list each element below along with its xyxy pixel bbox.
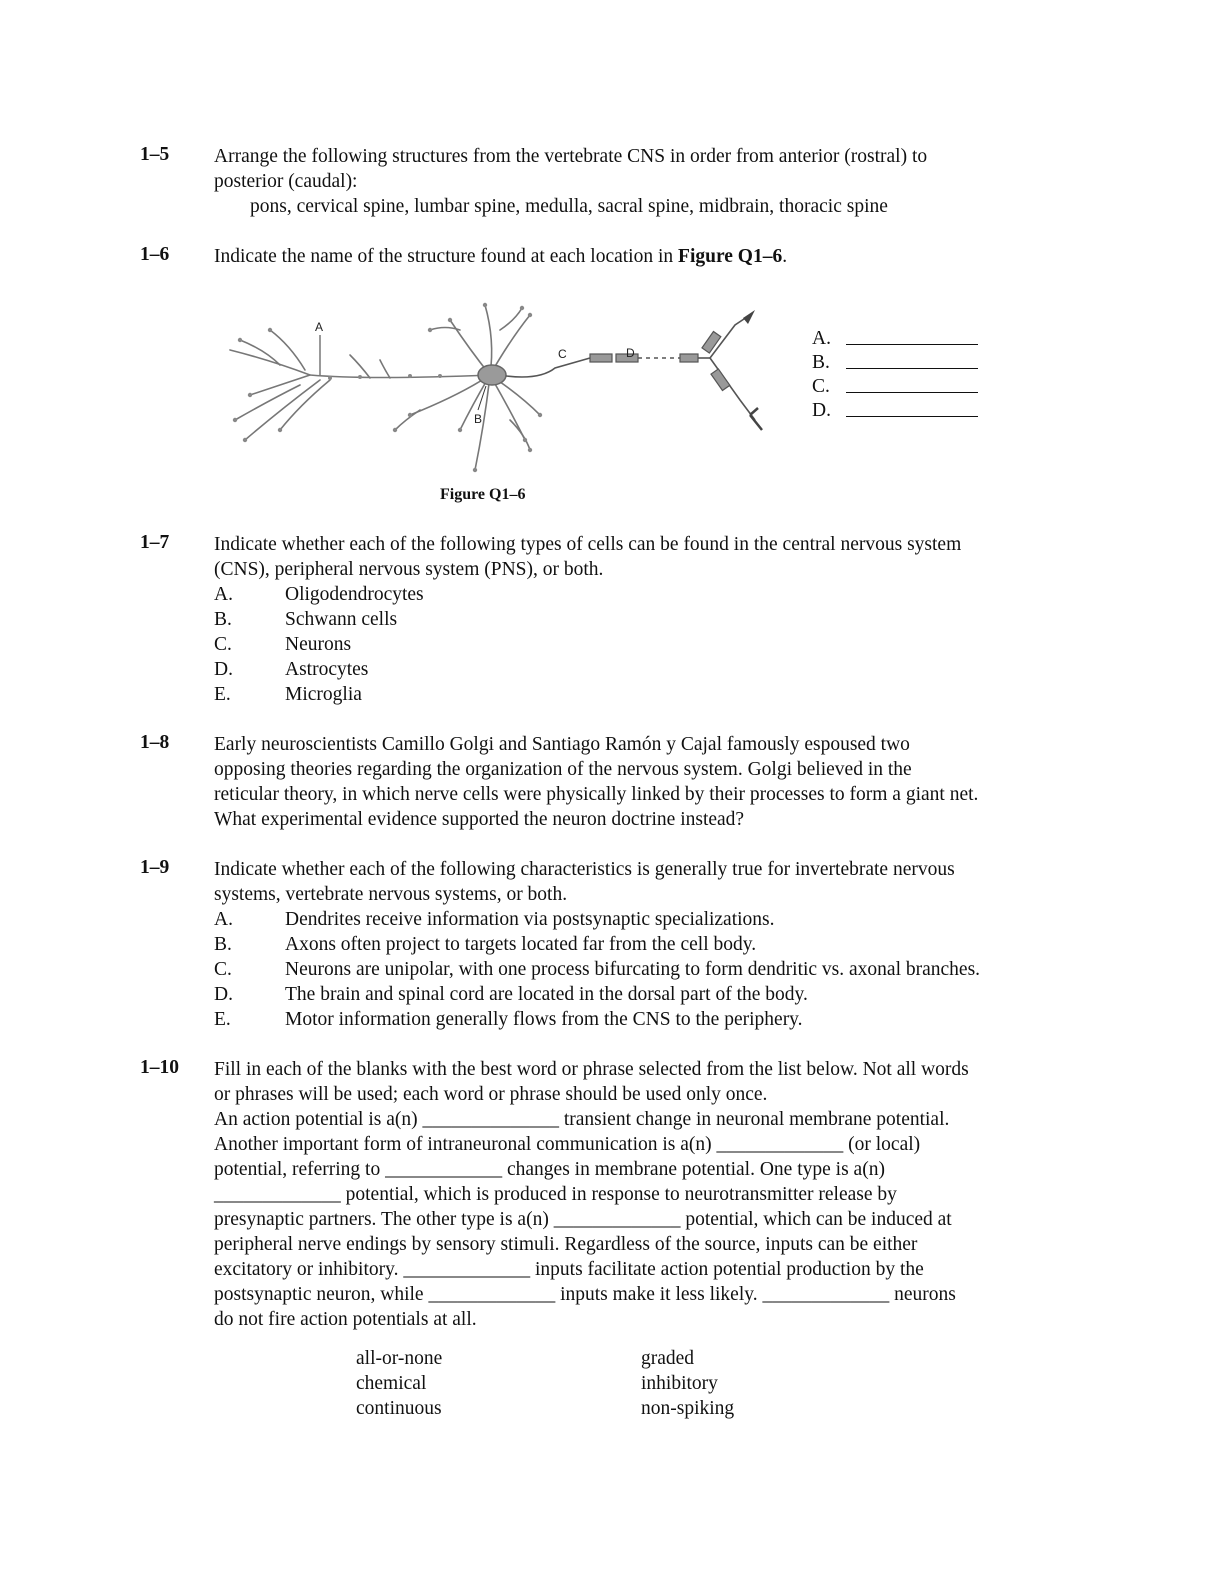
question-text: Early neuroscientists Camillo Golgi and Santiago Ramón y Cajal famously espoused two (214, 734, 910, 755)
question-text: peripheral nerve endings by sensory stimuli. Regardless of the source, inputs can be either (214, 1234, 918, 1255)
list-item (214, 682, 1094, 707)
word-bank-term: chemical (356, 1373, 427, 1394)
question-text: Arrange the following structures from the vertebrate CNS in order from anterior (rostral) to (214, 146, 928, 167)
answer-row (812, 327, 831, 351)
question-body (214, 1057, 1094, 1332)
question-text: Another important form of intraneuronal communication is a(n) _____________ (or local) (214, 1134, 921, 1155)
item-text: Microglia (285, 684, 362, 705)
question-body (214, 532, 1094, 707)
answer-label: D. (812, 400, 831, 421)
item-text: The brain and spinal cord are located in the dorsal part of the body. (285, 984, 808, 1005)
answer-label: B. (812, 352, 830, 373)
answer-blank[interactable] (846, 368, 978, 369)
word-bank-term: non-spiking (641, 1398, 735, 1419)
word-bank-term: inhibitory (641, 1373, 718, 1394)
question-text: (CNS), peripheral nervous system (PNS), or both. (214, 559, 604, 580)
question-text: do not fire action potentials at all. (214, 1309, 477, 1330)
question-body (214, 244, 1094, 269)
list-item (214, 932, 1094, 957)
question-text: _____________ potential, which is produced in response to neurotransmitter release by (214, 1184, 897, 1205)
label-a: A (315, 320, 324, 334)
answer-label: A. (812, 328, 831, 349)
item-letter: C. (214, 959, 232, 980)
item-letter: D. (214, 659, 233, 680)
question-text: postsynaptic neuron, while _____________ inputs make it less likely. _____________ neurons (214, 1284, 956, 1305)
answer-row (812, 375, 831, 399)
item-text: Astrocytes (285, 659, 369, 680)
word-bank-term: graded (641, 1348, 695, 1369)
label-c: C (558, 347, 567, 361)
answer-row (812, 399, 831, 423)
answer-row (812, 351, 831, 375)
list-item (214, 957, 1094, 982)
question-text-part: Indicate the name of the structure found at each location in (214, 246, 679, 267)
answer-blank[interactable] (846, 392, 978, 393)
neuron-diagram (210, 300, 770, 480)
question-text: potential, referring to ____________ changes in membrane potential. One type is a(n) (214, 1159, 885, 1180)
structure-list: pons, cervical spine, lumbar spine, medulla, sacral spine, midbrain, thoracic spine (250, 196, 888, 217)
item-letter: E. (214, 684, 231, 705)
item-text: Oligodendrocytes (285, 584, 424, 605)
answer-blank[interactable] (846, 416, 978, 417)
question-text: Indicate whether each of the following types of cells can be found in the central nervous system (214, 534, 962, 555)
question-text: opposing theories regarding the organization of the nervous system. Golgi believed in the (214, 759, 912, 780)
item-letter: B. (214, 934, 232, 955)
figure-reference: Figure Q1–6 (678, 246, 783, 267)
question-text: posterior (caudal): (214, 171, 358, 192)
word-bank-term: continuous (356, 1398, 442, 1419)
item-letter: D. (214, 984, 233, 1005)
list-item (214, 582, 1094, 607)
list-item (214, 982, 1094, 1007)
item-letter: A. (214, 909, 233, 930)
label-b: B (474, 412, 483, 426)
item-letter: B. (214, 609, 232, 630)
item-letter: C. (214, 634, 232, 655)
list-item (214, 632, 1094, 657)
label-d: D (626, 346, 635, 360)
neuron-figure (210, 300, 770, 480)
answer-blank[interactable] (846, 344, 978, 345)
question-text: excitatory or inhibitory. _____________ inputs facilitate action potential production by the (214, 1259, 924, 1280)
question-text: An action potential is a(n) ______________ transient change in neuronal membrane potential. (214, 1109, 950, 1130)
word-bank-term: all-or-none (356, 1348, 443, 1369)
question-number: 1–8 (140, 732, 170, 753)
question-text: Indicate whether each of the following characteristics is generally true for invertebrate nervous (214, 859, 955, 880)
item-text: Dendrites receive information via postsynaptic specializations. (285, 909, 775, 930)
question-body (214, 144, 1094, 219)
list-item (214, 657, 1094, 682)
question-number: 1–7 (140, 532, 170, 553)
question-text: or phrases will be used; each word or phrase should be used only once. (214, 1084, 768, 1105)
cell-body (478, 365, 506, 385)
question-text-part: . (782, 246, 788, 267)
item-letter: E. (214, 1009, 231, 1030)
list-item (214, 1007, 1094, 1032)
item-letter: A. (214, 584, 233, 605)
question-number: 1–9 (140, 857, 170, 878)
item-text: Schwann cells (285, 609, 398, 630)
figure-caption: Figure Q1–6 (440, 486, 526, 503)
question-text: Fill in each of the blanks with the best word or phrase selected from the list below. Not all words (214, 1059, 969, 1080)
item-text: Axons often project to targets located far from the cell body. (285, 934, 757, 955)
question-text: What experimental evidence supported the neuron doctrine instead? (214, 809, 745, 830)
item-text: Neurons are unipolar, with one process bifurcating to form dendritic vs. axonal branches. (285, 959, 981, 980)
question-text (214, 244, 1094, 269)
list-item (214, 607, 1094, 632)
question-number: 1–10 (140, 1057, 179, 1078)
list-item (214, 907, 1094, 932)
item-text: Neurons (285, 634, 352, 655)
question-text: reticular theory, in which nerve cells were physically linked by their processes to form a giant net. (214, 784, 979, 805)
word-bank-right (641, 1346, 734, 1421)
question-body (214, 857, 1094, 1032)
answer-label: C. (812, 376, 830, 397)
item-text: Motor information generally flows from the CNS to the periphery. (285, 1009, 803, 1030)
question-text: presynaptic partners. The other type is a(n) _____________ potential, which can be induced at (214, 1209, 952, 1230)
word-bank-left (356, 1346, 442, 1421)
answer-blanks (812, 327, 831, 423)
question-body (214, 732, 1094, 832)
question-number: 1–5 (140, 144, 170, 165)
question-text: systems, vertebrate nervous systems, or both. (214, 884, 568, 905)
question-number: 1–6 (140, 244, 170, 265)
